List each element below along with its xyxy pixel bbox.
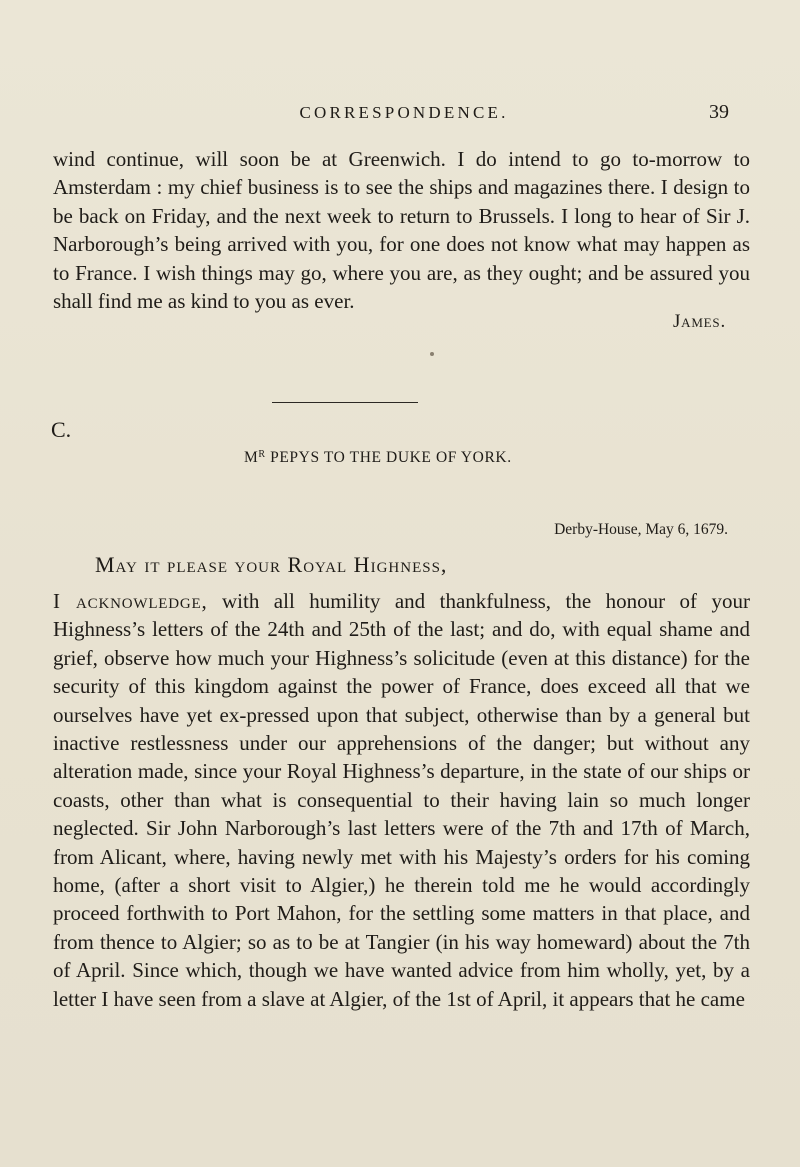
- heading-prefix: M: [244, 449, 259, 466]
- running-title: CORRESPONDENCE.: [299, 103, 509, 122]
- signature: James.: [672, 311, 726, 332]
- letter-c-text: with all humility and thankfulness, the honour of your Highness’s letters of the 24th and 25th of the last; and do, with equal shame and grief, observe how much your Highness’s solicitude (even at this distance) for the security of this kingdom against the power of France, does exceed all that we ourselves have yet ex-pressed upon that subject, otherwise than by a general but inactive restlessness under our apprehensions of the danger; but without any alteration made, since your Royal Highness’s departure, in the state of our ships or coasts, other than what is consequential to their having lain so much longer neglected. Sir John Narborough’s last letters were of the 7th and 17th of March, from Alicant, where, having newly met with his Majesty’s orders for his coming home, (after a short visit to Algier,) he therein told me he would accordingly proceed forthwith to Port Mahon, for the settling some matters in that place, and from thence to Algier; so as to be at Tangier (in his way homeward) about the 7th of April. Since which, though we have wanted advice from him wholly, yet, by a letter I have seen from a slave at Algier, of the 1st of April, it appears that he came: [53, 589, 750, 1011]
- letter-heading: [244, 449, 512, 467]
- salutation: May it please your Royal Highness,: [95, 552, 448, 577]
- dateline: Derby-House, May 6, 1679.: [554, 521, 728, 538]
- letter-c-body: [53, 587, 750, 1013]
- ink-speck: [430, 352, 434, 356]
- letter-mark: C.: [51, 417, 72, 442]
- page-number: 39: [709, 101, 729, 123]
- opening-words: I acknowledge,: [53, 589, 208, 613]
- section-divider: [272, 402, 418, 403]
- heading-superscript: R: [258, 449, 266, 460]
- letter-b-body: wind continue, will soon be at Greenwich. I do intend to go to-morrow to Amsterdam : my chief business is to see the ships and magazines there. I design to be back on Friday, and the next week to return to Brussels. I long to hear of Sir J. Narborough’s being arrived with you, for one does not know what may happen as to France. I wish things may go, where you are, as they ought; and be assured you shall find me as kind to you as ever.: [53, 147, 750, 314]
- running-head: [0, 103, 800, 127]
- heading-rest: PEPYS TO THE DUKE OF YORK.: [265, 449, 512, 466]
